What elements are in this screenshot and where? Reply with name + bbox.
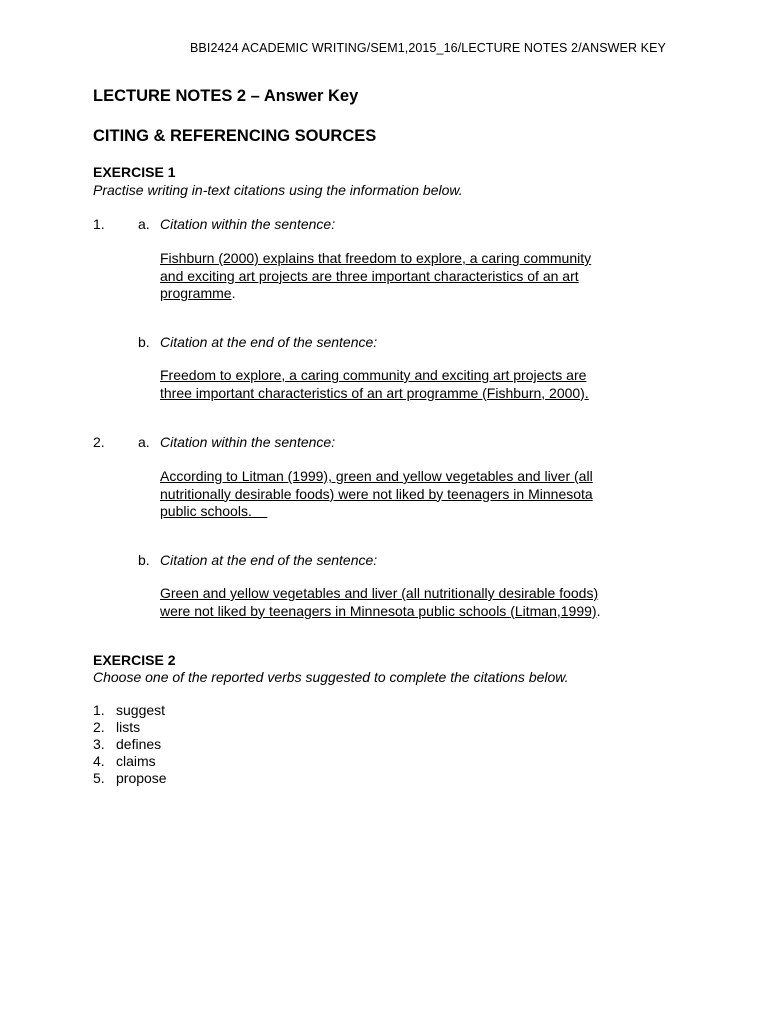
part-letter: b. (138, 552, 150, 568)
exercise1-instruction: Practise writing in-text citations using the information below. (93, 182, 463, 198)
part-label: Citation within the sentence: (160, 434, 336, 450)
verb-answer-list (93, 702, 167, 787)
list-item: 3. defines (93, 736, 162, 752)
list-item: 1. suggest (93, 702, 166, 718)
part-label: Citation within the sentence: (160, 216, 336, 232)
answer-text (160, 468, 660, 521)
list-item: 4. claims (93, 753, 156, 769)
answer-line: three important characteristics of an art programme (Fishburn, 2000). (160, 384, 589, 401)
answer-line: public schools. (160, 503, 268, 519)
answer-line: were not liked by teenagers in Minnesota public schools (Litman,1999) (160, 602, 597, 619)
answer-line: Fishburn (2000) explains that freedom to explore, a caring community (160, 250, 592, 266)
part-label: Citation at the end of the sentence: (160, 334, 378, 350)
answer-line: Freedom to explore, a caring community and exciting art projects are (160, 367, 587, 383)
part-letter: a. (138, 216, 150, 232)
answer-text (160, 367, 660, 402)
answer-line: According to Litman (1999), green and yellow vegetables and liver (all (160, 468, 593, 484)
item-number: 2. (93, 434, 105, 450)
answer-line: and exciting art projects are three important characteristics of an art (160, 267, 579, 284)
answer-line: Green and yellow vegetables and liver (all nutritionally desirable foods) (160, 585, 599, 601)
answer-tail: . (231, 285, 236, 301)
item-number: 1. (93, 216, 105, 232)
answer-tail: . (596, 602, 601, 619)
answer-line: nutritionally desirable foods) were not liked by teenagers in Minnesota (160, 485, 593, 502)
running-header: BBI2424 ACADEMIC WRITING/SEM1,2015_16/LECTURE NOTES 2/ANSWER KEY (190, 41, 666, 55)
part-label: Citation at the end of the sentence: (160, 552, 378, 568)
answer-text (160, 585, 660, 620)
exercise2-instruction: Choose one of the reported verbs suggested to complete the citations below. (93, 669, 569, 685)
answer-text (160, 250, 660, 303)
list-item: 5. propose (93, 770, 167, 786)
list-item: 2. lists (93, 719, 141, 735)
exercise1-title: EXERCISE 1 (93, 164, 176, 180)
exercise2-title: EXERCISE 2 (93, 652, 176, 668)
part-letter: a. (138, 434, 150, 450)
part-letter: b. (138, 334, 150, 350)
page-title: LECTURE NOTES 2 – Answer Key (93, 87, 359, 105)
section-title: CITING & REFERENCING SOURCES (93, 127, 377, 145)
answer-line: programme (160, 285, 232, 301)
